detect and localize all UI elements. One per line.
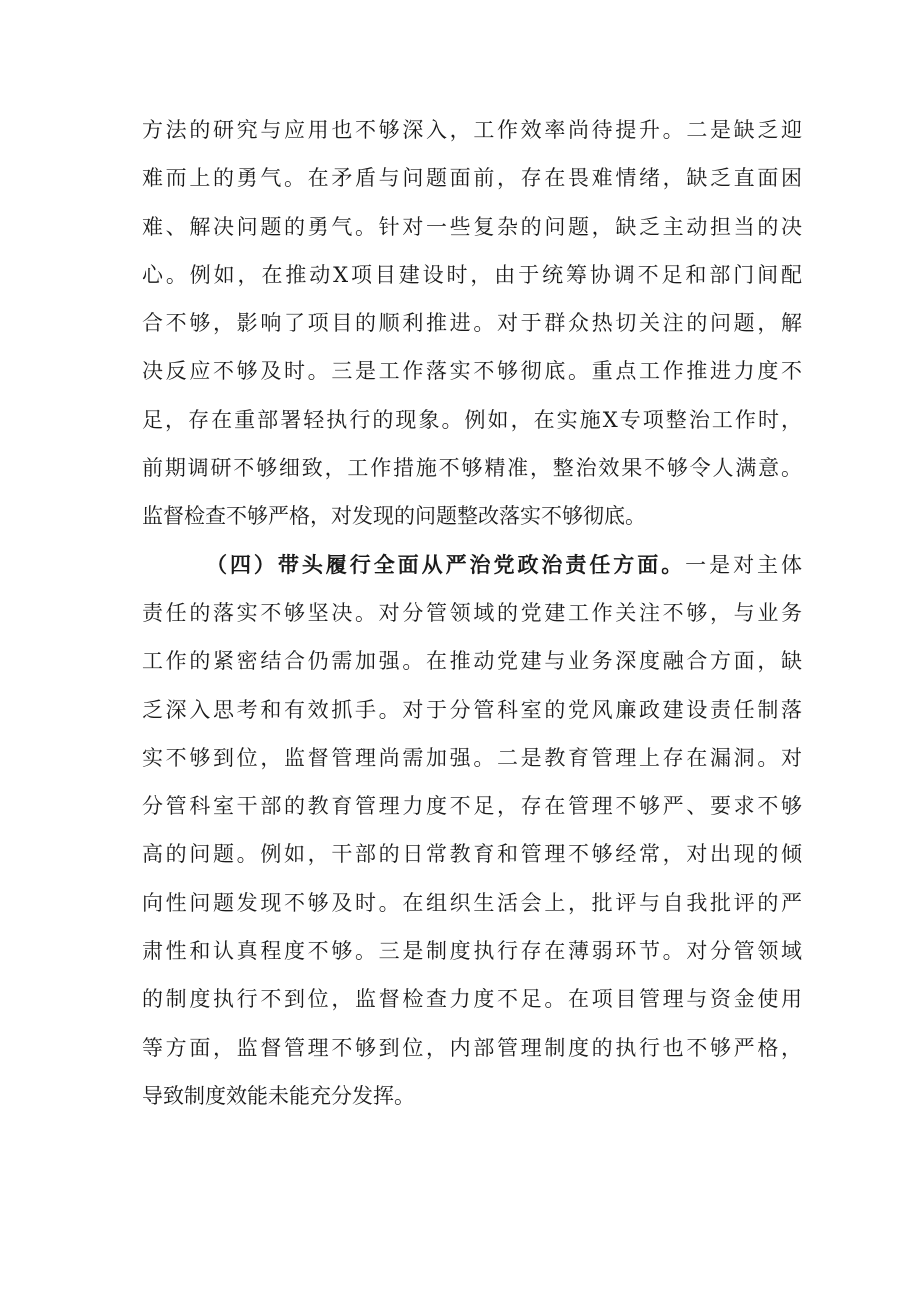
- text-line: 高的问题。例如，干部的日常教育和管理不够经常，对出现的倾: [142, 842, 802, 867]
- section-four-heading: （四）带头履行全面从严治党政治责任方面。: [206, 551, 686, 577]
- text-line: 难而上的勇气。在矛盾与问题面前，存在畏难情绪，缺乏直面困: [142, 166, 802, 191]
- section-four-lead-text: 一是对主体: [685, 552, 803, 577]
- text-line: 分管科室干部的教育管理力度不足，存在管理不够严、要求不够: [142, 794, 802, 819]
- text-line: 合不够，影响了项目的顺利推进。对于群众热切关注的问题，解: [142, 311, 802, 336]
- text-line: 监督检查不够严格，对发现的问题整改落实不够彻底。: [142, 504, 646, 529]
- text-line: 乏深入思考和有效抓手。对于分管科室的党风廉政建设责任制落: [142, 697, 802, 722]
- text-line: 等方面，监督管理不够到位，内部管理制度的执行也不够严格，: [142, 1035, 802, 1060]
- text-line: 心。例如，在推动X项目建设时，由于统筹协调不足和部门间配: [142, 262, 802, 287]
- text-line: 足，存在重部署轻执行的现象。例如，在实施X专项整治工作时，: [142, 407, 802, 432]
- text-line: 决反应不够及时。三是工作落实不够彻底。重点工作推进力度不: [142, 359, 802, 384]
- section-four-first-line: [142, 541, 802, 589]
- text-line: 的制度执行不到位，监督检查力度不足。在项目管理与资金使用: [142, 987, 802, 1012]
- text-line: 方法的研究与应用也不够深入，工作效率尚待提升。二是缺乏迎: [142, 118, 802, 142]
- text-line: 肃性和认真程度不够。三是制度执行存在薄弱环节。对分管领域: [142, 939, 802, 964]
- text-line: 导致制度效能未能充分发挥。: [142, 1083, 415, 1108]
- text-line: 工作的紧密结合仍需加强。在推动党建与业务深度融合方面，缺: [142, 649, 802, 674]
- text-line: 实不够到位，监督管理尚需加强。二是教育管理上存在漏洞。对: [142, 745, 802, 770]
- text-line: 前期调研不够细致，工作措施不够精准，整治效果不够令人满意。: [142, 456, 802, 481]
- document-body: [142, 106, 802, 1120]
- text-line: 责任的落实不够坚决。对分管领域的党建工作关注不够，与业务: [142, 600, 802, 625]
- text-line: 向性问题发现不够及时。在组织生活会上，批评与自我批评的严: [142, 890, 802, 915]
- text-line: 难、解决问题的勇气。针对一些复杂的问题，缺乏主动担当的决: [142, 214, 802, 239]
